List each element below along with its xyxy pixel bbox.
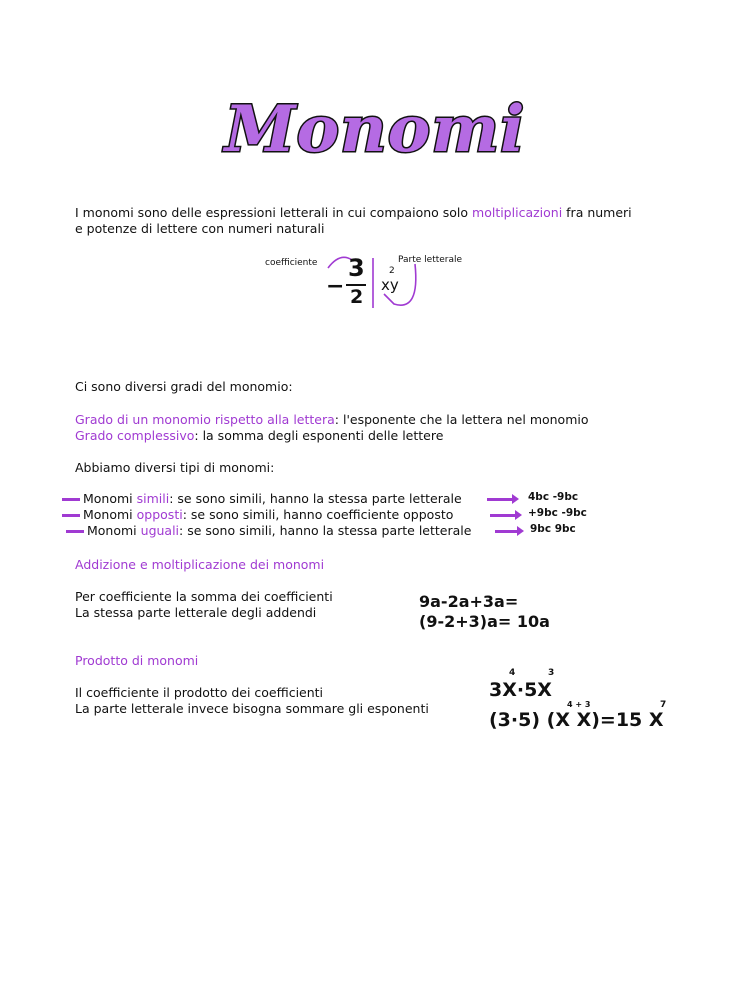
- addition-line-1: Per coefficiente la somma dei coefficienti: [75, 589, 333, 604]
- addition-heading: Addizione e moltiplicazione dei monomi: [75, 557, 325, 572]
- type-item-uguali: Monomi uguali: se sono simili, hanno la stessa parte letterale: [66, 523, 471, 539]
- minus-sign: −: [326, 274, 345, 299]
- product-heading: Prodotto di monomi: [75, 653, 199, 668]
- example-uguali: 9bc 9bc: [530, 523, 576, 535]
- example-simili: 4bc -9bc: [528, 491, 579, 503]
- page-title: Monomi: [224, 92, 526, 167]
- example-opposti: +9bc -9bc: [528, 507, 587, 519]
- types-intro: Abbiamo diversi tipi di monomi:: [75, 460, 275, 475]
- arrow-right-icon: [490, 514, 516, 517]
- intro-line-2: e potenze di lettere con numeri naturali: [75, 221, 325, 236]
- label-literal-part: Parte letterale: [398, 255, 463, 265]
- highlight-moltiplicazioni: moltiplicazioni: [472, 205, 563, 220]
- product-exponent-sum: 4 + 3: [567, 700, 591, 709]
- degrees-intro: Ci sono diversi gradi del monomio:: [75, 379, 293, 394]
- product-line-1: Il coefficiente il prodotto dei coefficienti: [75, 685, 324, 700]
- product-line-2: La parte letterale invece bisogna sommare gli esponenti: [75, 701, 429, 716]
- label-coefficient: coefficiente: [265, 258, 318, 268]
- fraction-numerator: 3: [348, 254, 365, 282]
- product-exponent-result: 7: [660, 700, 667, 710]
- bullet-dash: [62, 498, 80, 501]
- product-math-2: (3·5) (X X)=15 X: [489, 709, 664, 731]
- type-item-opposti: Monomi opposti: se sono simili, hanno coefficiente opposto: [62, 507, 453, 523]
- variable-exponent: 2: [389, 266, 395, 276]
- product-exponent-2: 3: [548, 668, 555, 678]
- fraction-denominator: 2: [350, 286, 364, 308]
- intro-line-1: I monomi sono delle espressioni letterali in cui compaiono solo moltiplicazioni fra numeri: [75, 205, 632, 220]
- addition-math-2: (9-2+3)a= 10a: [419, 612, 550, 631]
- product-exponent-1: 4: [509, 668, 516, 678]
- monomial-diagram: [250, 248, 480, 318]
- arrow-right-icon: [495, 530, 518, 533]
- bullet-dash: [62, 514, 80, 517]
- addition-math-1: 9a-2a+3a=: [419, 592, 519, 611]
- degree-item-1: Grado di un monomio rispetto alla lettera: l'esponente che la lettera nel monomio: [75, 412, 589, 427]
- type-item-simili: Monomi simili: se sono simili, hanno la stessa parte letterale: [62, 491, 462, 507]
- product-math-1: 3X·5X: [489, 679, 552, 701]
- arrow-right-icon: [487, 498, 513, 501]
- variables: xy: [381, 276, 399, 294]
- degree-item-2: Grado complessivo: la somma degli esponenti delle lettere: [75, 428, 444, 443]
- bullet-dash: [66, 530, 84, 533]
- addition-line-2: La stessa parte letterale degli addendi: [75, 605, 317, 620]
